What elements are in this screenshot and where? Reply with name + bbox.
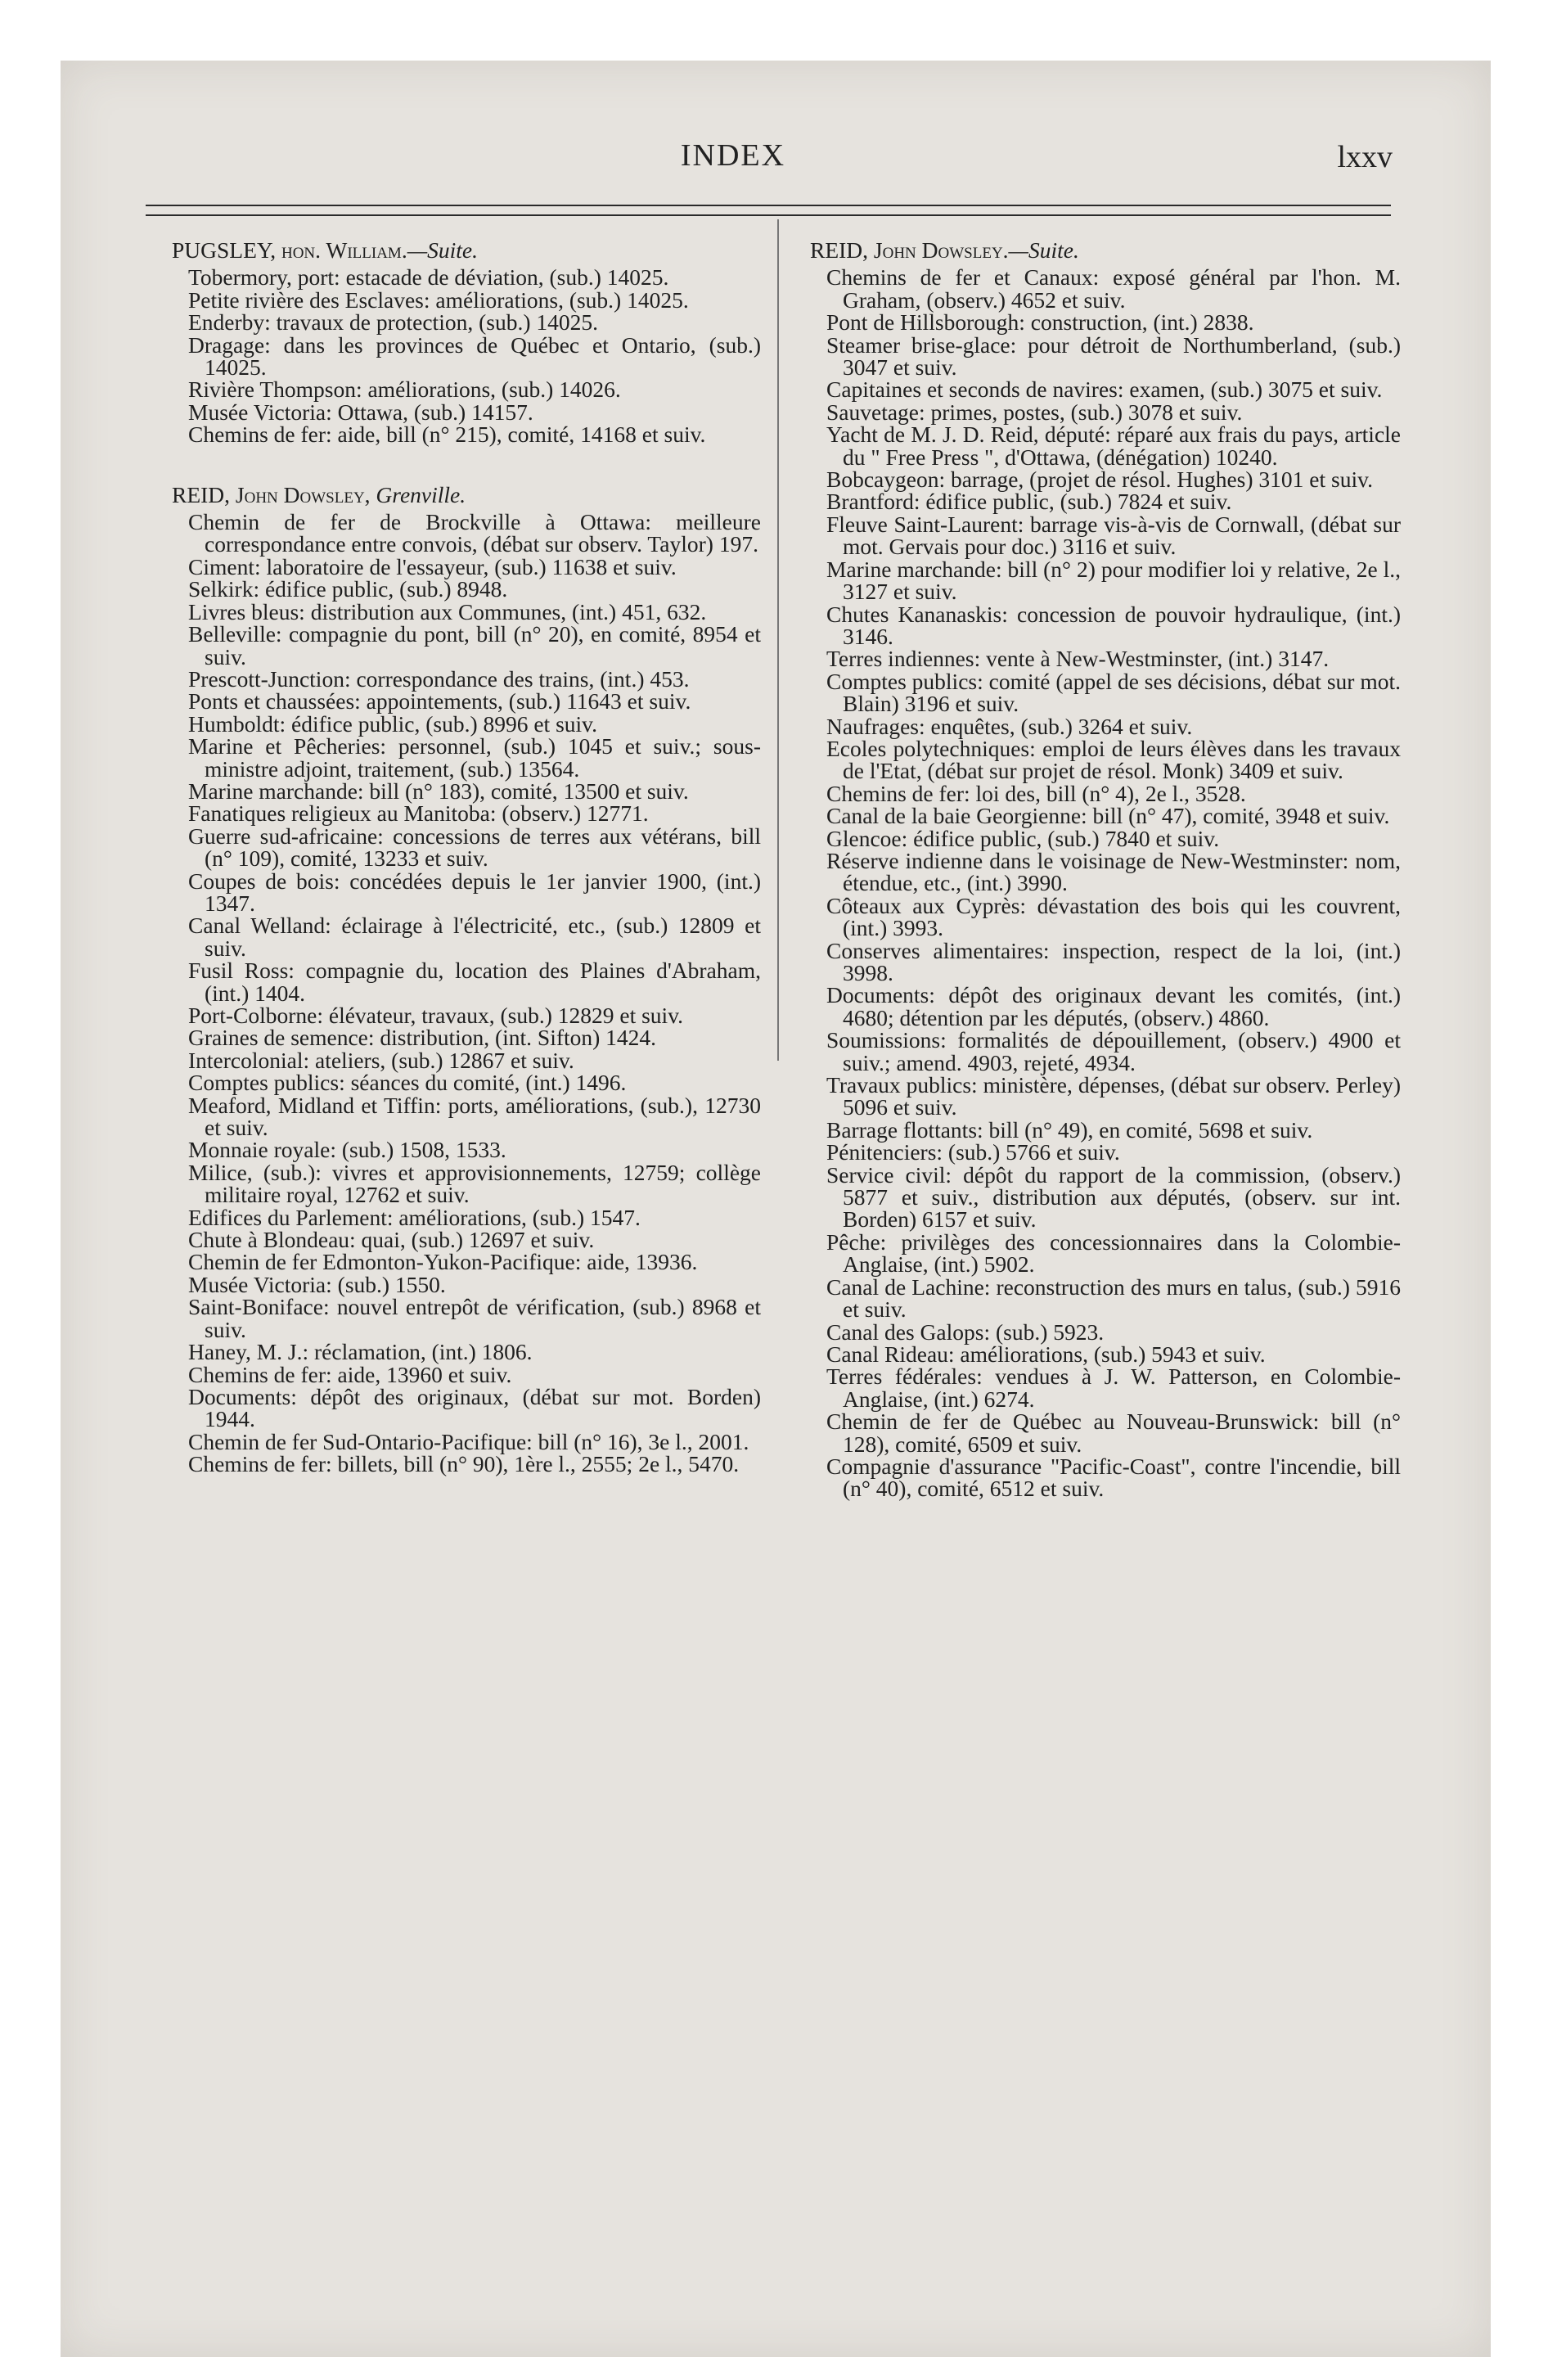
index-entry: Canal Welland: éclairage à l'électricité, etc., (sub.) 12809 et suiv. bbox=[188, 913, 761, 961]
index-entry: Bobcaygeon: barrage, (projet de résol. Hughes) 3101 et suiv. bbox=[826, 467, 1373, 493]
index-entry: Marine et Pêcheries: personnel, (sub.) 1045 et suiv.; sous-ministre adjoint, traitement, (sub.) 13564. bbox=[188, 733, 761, 782]
index-entry: Rivière Thompson: améliorations, (sub.) 14026. bbox=[188, 376, 621, 403]
index-entry: Livres bleus: distribution aux Communes, (int.) 451, 632. bbox=[188, 598, 707, 624]
index-entry: Musée Victoria: (sub.) 1550. bbox=[188, 1271, 446, 1297]
index-entry: Meaford, Midland et Tiffin: ports, améliorations, (sub.), 12730 et suiv. bbox=[188, 1092, 761, 1141]
page-number: lxxv bbox=[1337, 140, 1393, 174]
index-heading-reid bbox=[172, 481, 761, 507]
index-entry: Dragage: dans les provinces de Québec et Ontario, (sub.) 14025. bbox=[188, 331, 761, 381]
index-entry: Marine marchande: bill (n° 183), comité, 13500 et suiv. bbox=[188, 778, 689, 804]
page-header bbox=[82, 137, 1393, 187]
heading-name: REID, John Dowsley. bbox=[810, 237, 1009, 263]
entry-list-pugsley bbox=[172, 264, 761, 448]
header-rule-top bbox=[146, 205, 1391, 206]
column-separator bbox=[777, 219, 779, 1061]
index-entry: Musée Victoria: Ottawa, (sub.) 14157. bbox=[188, 399, 533, 425]
index-entry: Coupes de bois: concédées depuis le 1er janvier 1900, (int.) 1347. bbox=[188, 868, 761, 916]
index-heading-pugsley bbox=[172, 239, 761, 261]
index-entry: Documents: dépôt des originaux devant les comités, (int.) 4680; détention par les députés, (observ.) 4860. bbox=[826, 982, 1401, 1030]
index-entry: Fleuve Saint-Laurent: barrage vis-à-vis de Cornwall, (débat sur mot. Gervais pour doc.) 3116 et suiv. bbox=[826, 511, 1401, 560]
index-entry: Marine marchande: bill (n° 2) pour modifier loi y relative, 2e l., 3127 et suiv. bbox=[826, 556, 1401, 605]
index-entry: Chutes Kananaskis: concession de pouvoir hydraulique, (int.) 3146. bbox=[826, 601, 1401, 649]
index-entry: Ciment: laboratoire de l'essayeur, (sub.) 11638 et suiv. bbox=[188, 553, 677, 579]
index-entry: Canal des Galops: (sub.) 5923. bbox=[826, 1318, 1105, 1345]
index-entry: Edifices du Parlement: améliorations, (sub.) 1547. bbox=[188, 1204, 641, 1230]
index-entry: Yacht de M. J. D. Reid, député: réparé aux frais du pays, article du " Free Press ", d'Ottawa, (dénégation) 10240. bbox=[826, 421, 1401, 470]
index-entry: Chute à Blondeau: quai, (sub.) 12697 et suiv. bbox=[188, 1227, 595, 1253]
index-entry: Brantford: édifice public, (sub.) 7824 et suiv. bbox=[826, 489, 1232, 515]
index-entry: Compagnie d'assurance "Pacific-Coast", contre l'incendie, bill (n° 40), comité, 6512 et suiv. bbox=[826, 1453, 1401, 1502]
index-entry: Barrage flottants: bill (n° 49), en comité, 5698 et suiv. bbox=[826, 1116, 1313, 1143]
left-column bbox=[172, 239, 761, 1476]
index-entry: Chemin de fer Sud-Ontario-Pacifique: bill (n° 16), 3e l., 2001. bbox=[188, 1428, 749, 1454]
index-entry: Chemins de fer: aide, bill (n° 215), comité, 14168 et suiv. bbox=[188, 421, 706, 448]
index-entry: Pénitenciers: (sub.) 5766 et suiv. bbox=[826, 1139, 1120, 1165]
entry-list-reid bbox=[172, 511, 761, 1475]
index-entry: Terres fédérales: vendues à J. W. Patterson, en Colombie-Anglaise, (int.) 6274. bbox=[826, 1364, 1401, 1412]
index-entry: Saint-Boniface: nouvel entrepôt de vérification, (sub.) 8968 et suiv. bbox=[188, 1294, 761, 1342]
heading-suffix: Grenville. bbox=[376, 481, 466, 507]
index-entry: Canal de la baie Georgienne: bill (n° 47), comité, 3948 et suiv. bbox=[826, 803, 1390, 829]
heading-name: REID, John Dowsley, bbox=[172, 481, 376, 507]
index-entry: Conserves alimentaires: inspection, respect de la loi, (int.) 3998. bbox=[826, 937, 1401, 985]
index-entry: Capitaines et seconds de navires: examen, (sub.) 3075 et suiv. bbox=[826, 376, 1383, 403]
index-entry: Monnaie royale: (sub.) 1508, 1533. bbox=[188, 1137, 506, 1163]
index-entry: Soumissions: formalités de dépouillement, (observ.) 4900 et suiv.; amend. 4903, rejeté, 4934. bbox=[826, 1027, 1401, 1075]
index-entry: Naufrages: enquêtes, (sub.) 3264 et suiv. bbox=[826, 713, 1193, 739]
index-entry: Chemin de fer de Québec au Nouveau-Brunswick: bill (n° 128), comité, 6509 et suiv. bbox=[826, 1409, 1401, 1457]
entry-list-reid-suite bbox=[810, 264, 1401, 1502]
index-entry: Glencoe: édifice public, (sub.) 7840 et suiv. bbox=[826, 825, 1220, 851]
index-entry: Tobermory, port: estacade de déviation, (sub.) 14025. bbox=[188, 264, 669, 291]
index-entry: Graines de semence: distribution, (int. Sifton) 1424. bbox=[188, 1025, 657, 1051]
index-entry: Comptes publics: séances du comité, (int.) 1496. bbox=[188, 1070, 627, 1096]
index-entry: Enderby: travaux de protection, (sub.) 14025. bbox=[188, 309, 598, 336]
heading-suffix: —Suite. bbox=[1008, 237, 1079, 263]
index-entry: Chemin de fer Edmonton-Yukon-Pacifique: aide, 13936. bbox=[188, 1249, 698, 1275]
index-entry: Documents: dépôt des originaux, (débat sur mot. Borden) 1944. bbox=[188, 1383, 761, 1432]
index-entry: Comptes publics: comité (appel de ses décisions, débat sur mot. Blain) 3196 et suiv. bbox=[826, 668, 1401, 717]
index-entry: Pêche: privilèges des concessionnaires dans la Colombie-Anglaise, (int.) 5902. bbox=[826, 1228, 1401, 1278]
index-entry: Steamer brise-glace: pour détroit de Northumberland, (sub.) 3047 et suiv. bbox=[826, 331, 1401, 381]
index-entry: Petite rivière des Esclaves: améliorations, (sub.) 14025. bbox=[188, 286, 689, 313]
index-entry: Selkirk: édifice public, (sub.) 8948. bbox=[188, 576, 508, 602]
page-title: INDEX bbox=[680, 138, 786, 173]
index-entry: Humboldt: édifice public, (sub.) 8996 et suiv. bbox=[188, 710, 598, 737]
index-entry: Sauvetage: primes, postes, (sub.) 3078 et suiv. bbox=[826, 399, 1243, 425]
index-entry: Canal Rideau: améliorations, (sub.) 5943 et suiv. bbox=[826, 1341, 1266, 1367]
index-entry: Chemins de fer: billets, bill (n° 90), 1ère l., 2555; 2e l., 5470. bbox=[188, 1451, 740, 1477]
index-entry: Côteaux aux Cyprès: dévastation des bois qui les couvrent, (int.) 3993. bbox=[826, 892, 1401, 941]
index-entry: Ponts et chaussées: appointements, (sub.) 11643 et suiv. bbox=[188, 688, 691, 714]
index-entry: Chemins de fer et Canaux: exposé général par l'hon. M. Graham, (observ.) 4652 et suiv. bbox=[826, 264, 1401, 313]
header-rule-bottom bbox=[146, 214, 1391, 216]
index-entry: Fusil Ross: compagnie du, location des Plaines d'Abraham, (int.) 1404. bbox=[188, 958, 761, 1006]
index-entry: Réserve indienne dans le voisinage de New-Westminster: nom, étendue, etc., (int.) 3990. bbox=[826, 847, 1401, 896]
index-entry: Ecoles polytechniques: emploi de leurs élèves dans les travaux de l'Etat, (débat sur projet de résol. Monk) 3409 et suiv. bbox=[826, 735, 1401, 784]
section-gap bbox=[172, 446, 761, 484]
right-column bbox=[810, 239, 1401, 1500]
index-entry: Fanatiques religieux au Manitoba: (observ.) 12771. bbox=[188, 800, 649, 827]
index-entry: Terres indiennes: vente à New-Westminster, (int.) 3147. bbox=[826, 646, 1330, 672]
index-entry: Port-Colborne: élévateur, travaux, (sub.) 12829 et suiv. bbox=[188, 1003, 684, 1028]
index-entry: Guerre sud-africaine: concessions de terres aux vétérans, bill (n° 109), comité, 13233 et suiv. bbox=[188, 823, 761, 872]
index-entry: Chemins de fer: aide, 13960 et suiv. bbox=[188, 1361, 512, 1387]
index-entry: Chemins de fer: loi des, bill (n° 4), 2e l., 3528. bbox=[826, 780, 1246, 806]
index-entry: Belleville: compagnie du pont, bill (n° 20), en comité, 8954 et suiv. bbox=[188, 621, 761, 669]
heading-suffix: —Suite. bbox=[407, 237, 479, 263]
index-entry: Haney, M. J.: réclamation, (int.) 1806. bbox=[188, 1339, 533, 1365]
index-entry: Service civil: dépôt du rapport de la commission, (observ.) 5877 et suiv., distribution aux députés, (observ. sur int. Borden) 6157 et suiv. bbox=[826, 1161, 1401, 1233]
index-entry: Milice, (sub.): vivres et approvisionnements, 12759; collège militaire royal, 12762 et suiv. bbox=[188, 1159, 761, 1208]
index-entry: Prescott-Junction: correspondance des trains, (int.) 453. bbox=[188, 665, 690, 692]
heading-name: PUGSLEY, hon. William. bbox=[172, 237, 407, 263]
index-entry: Pont de Hillsborough: construction, (int.) 2838. bbox=[826, 309, 1254, 336]
index-entry: Chemin de fer de Brockville à Ottawa: meilleure correspondance entre convois, (débat sur observ. Taylor) 197. bbox=[188, 509, 761, 557]
index-entry: Canal de Lachine: reconstruction des murs en talus, (sub.) 5916 et suiv. bbox=[826, 1273, 1401, 1323]
index-heading-reid-suite bbox=[810, 239, 1401, 261]
index-entry: Travaux publics: ministère, dépenses, (débat sur observ. Perley) 5096 et suiv. bbox=[826, 1072, 1401, 1120]
index-entry: Intercolonial: ateliers, (sub.) 12867 et suiv. bbox=[188, 1047, 574, 1073]
